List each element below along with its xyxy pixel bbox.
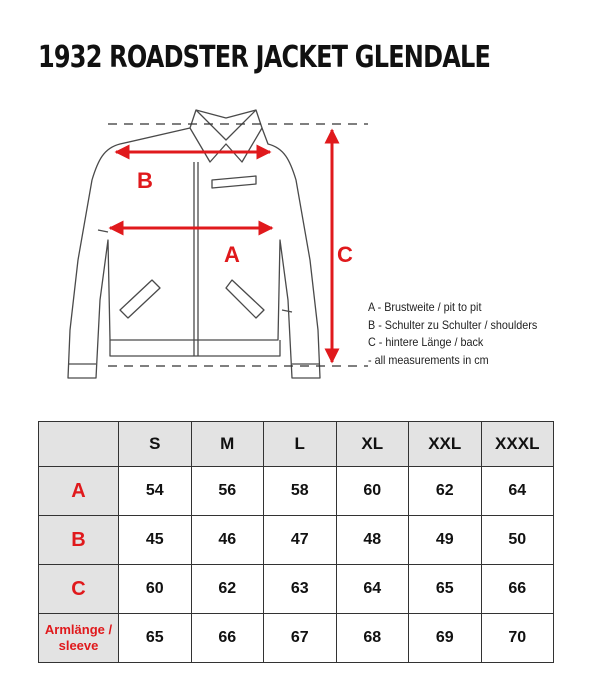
row-label-sleeve: Armlänge / sleeve: [39, 614, 119, 663]
table-cell: 46: [191, 516, 264, 565]
measurement-legend: [368, 299, 537, 369]
size-header-xxl: XXL: [409, 422, 482, 467]
measurement-arrows: [110, 130, 332, 362]
size-header-s: S: [119, 422, 192, 467]
size-header-xxxl: XXXL: [481, 422, 554, 467]
table-row: [39, 565, 554, 614]
table-cell: 66: [191, 614, 264, 663]
table-cell: 68: [336, 614, 409, 663]
row-label-b: B: [39, 516, 119, 565]
table-cell: 62: [191, 565, 264, 614]
table-cell: 56: [191, 467, 264, 516]
table-corner-cell: [39, 422, 119, 467]
table-header-row: [39, 422, 554, 467]
table-cell: 63: [264, 565, 337, 614]
label-c: C: [337, 242, 353, 267]
row-label-a: A: [39, 467, 119, 516]
legend-line-units: - all measurements in cm: [368, 352, 489, 367]
legend-line-c: C - hintere Länge / back: [368, 335, 484, 349]
table-cell: 60: [336, 467, 409, 516]
legend-line-a: A - Brustweite / pit to pit: [368, 300, 482, 314]
table-cell: 66: [481, 565, 554, 614]
row-label-c: C: [39, 565, 119, 614]
table-cell: 64: [336, 565, 409, 614]
page-title: 1932 ROADSTER JACKET GLENDALE: [38, 40, 491, 75]
table-cell: 70: [481, 614, 554, 663]
table-cell: 67: [264, 614, 337, 663]
table-cell: 64: [481, 467, 554, 516]
size-chart-table: [38, 421, 554, 663]
label-b: B: [137, 168, 153, 193]
legend-line-b: B - Schulter zu Schulter / shoulders: [368, 317, 538, 332]
table-cell: 47: [264, 516, 337, 565]
table-cell: 45: [119, 516, 192, 565]
table-cell: 65: [409, 565, 482, 614]
table-row: [39, 467, 554, 516]
label-a: A: [224, 242, 240, 267]
table-row: [39, 614, 554, 663]
table-cell: 65: [119, 614, 192, 663]
table-cell: 49: [409, 516, 482, 565]
table-cell: 54: [119, 467, 192, 516]
size-header-l: L: [264, 422, 337, 467]
table-cell: 60: [119, 565, 192, 614]
table-cell: 69: [409, 614, 482, 663]
table-cell: 48: [336, 516, 409, 565]
table-cell: 62: [409, 467, 482, 516]
table-cell: 58: [264, 467, 337, 516]
table-row: [39, 516, 554, 565]
size-header-m: M: [191, 422, 264, 467]
jacket-outline: [68, 110, 320, 378]
table-cell: 50: [481, 516, 554, 565]
size-header-xl: XL: [336, 422, 409, 467]
